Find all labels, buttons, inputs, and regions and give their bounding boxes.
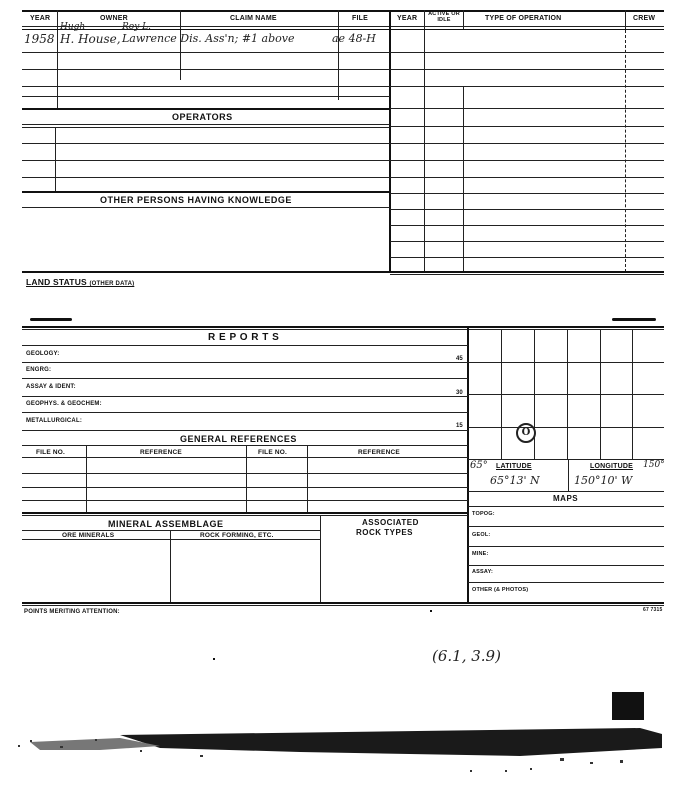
maps-mine: MINE: — [472, 551, 489, 557]
report-assay-mark: 30 — [456, 390, 463, 396]
ore-minerals-label: ORE MINERALS — [62, 532, 115, 539]
grid-location-mark: O — [516, 423, 536, 443]
report-engrg: ENGRG: — [26, 367, 52, 373]
maps-title: MAPS — [553, 494, 579, 503]
maps-geol: GEOL: — [472, 532, 491, 538]
entry-owner: H. House, — [60, 32, 121, 46]
col-year-2: YEAR — [397, 15, 418, 22]
report-geology: GEOLOGY: — [26, 351, 60, 357]
gr-reference-1: REFERENCE — [140, 449, 182, 456]
scan-smear-right — [612, 318, 656, 321]
report-geology-mark: 45 — [456, 356, 463, 362]
land-status-label: LAND STATUS — [26, 277, 87, 287]
handwritten-annotation: (6.1, 3.9) — [432, 647, 501, 665]
report-assay: ASSAY & IDENT: — [26, 384, 76, 390]
col-crew: CREW — [633, 15, 656, 22]
other-persons-title: OTHER PERSONS HAVING KNOWLEDGE — [100, 195, 292, 205]
report-metallurgical: METALLURGICAL: — [26, 418, 83, 424]
associated-rock-types-line1: ASSOCIATED — [362, 518, 419, 527]
col-claim-name: CLAIM NAME — [230, 15, 277, 22]
points-meriting-attention: POINTS MERITING ATTENTION: — [24, 609, 120, 615]
col-file: FILE — [352, 15, 368, 22]
reports-title: R E P O R T S — [208, 332, 280, 343]
general-references-title: GENERAL REFERENCES — [180, 434, 297, 444]
gr-file-no-1: FILE NO. — [36, 449, 66, 456]
longitude-value: 150°10' W — [574, 474, 633, 487]
rock-forming-label: ROCK FORMING, ETC. — [200, 532, 274, 539]
gr-reference-2: REFERENCE — [358, 449, 400, 456]
col-type-of-operation: TYPE OF OPERATION — [485, 15, 562, 22]
entry-year: 1958 — [24, 32, 55, 46]
lon-suffix: 150° — [643, 460, 665, 470]
entry-claim-top: Roy L. — [122, 22, 151, 32]
entry-claim-name: Lawrence Dis. Ass'n; #1 above — [122, 32, 295, 45]
gr-file-no-2: FILE NO. — [258, 449, 288, 456]
speck — [430, 610, 432, 612]
maps-assay: ASSAY: — [472, 569, 494, 575]
report-geophys: GEOPHYS. & GEOCHEM: — [26, 401, 102, 407]
form-number: 67 7315 — [643, 607, 663, 613]
report-metallurgical-mark: 15 — [456, 423, 463, 429]
entry-owner-first: Hugh — [60, 22, 86, 32]
land-status-title — [26, 277, 134, 287]
scan-smear-left — [30, 318, 72, 321]
speck — [213, 658, 215, 660]
latitude-value: 65°13' N — [490, 474, 540, 487]
land-status-subtitle: (OTHER DATA) — [89, 281, 135, 287]
col-year: YEAR — [30, 15, 51, 22]
associated-rock-types-line2: ROCK TYPES — [356, 528, 414, 537]
col-owner: OWNER — [100, 15, 128, 22]
entry-file: ae 48-H — [332, 32, 376, 45]
latitude-label: LATITUDE — [496, 463, 532, 470]
maps-other: OTHER (& PHOTOS) — [472, 587, 529, 593]
maps-topog: TOPOG: — [472, 511, 495, 517]
longitude-label: LONGITUDE — [590, 463, 634, 470]
col-active-idle: ACTIVE OR IDLE — [428, 11, 460, 23]
lat-prefix: 65° — [470, 460, 488, 471]
operators-title: OPERATORS — [172, 112, 233, 122]
mineral-assemblage-title: MINERAL ASSEMBLAGE — [108, 519, 224, 529]
